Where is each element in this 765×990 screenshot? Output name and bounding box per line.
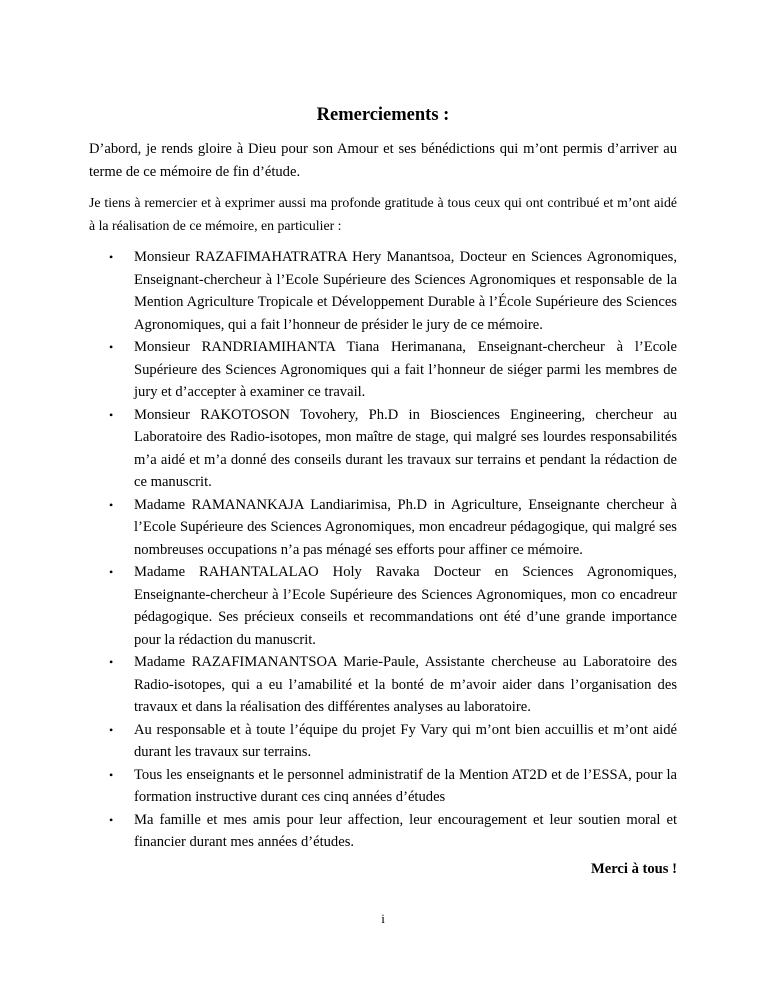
bullet-icon: • bbox=[109, 722, 114, 737]
bullet-icon: • bbox=[109, 340, 114, 354]
list-item bbox=[89, 336, 677, 404]
acknowledgement-list bbox=[89, 246, 677, 854]
list-item bbox=[89, 561, 677, 651]
bullet-icon: • bbox=[109, 767, 114, 782]
bullet-icon: • bbox=[109, 655, 114, 669]
list-item-text: Au responsable et à toute l’équipe du projet Fy Vary qui m’ont bien accuillis et m’ont aidé durant les travaux sur terrains. bbox=[134, 721, 677, 760]
closing-line: Merci à tous ! bbox=[590, 860, 677, 877]
list-item bbox=[89, 809, 677, 854]
list-item-text: Madame RAHANTALALAO Holy Ravaka Docteur en Sciences Agronomiques, Enseignante-chercheur à l’Ecole Supérieure des Sciences Agronomiques, mon co encadreur pédagogique. Ses précieux conseils et recommandations ont été d’une grande importance pour la rédaction du manuscrit. bbox=[134, 564, 677, 648]
list-item bbox=[89, 494, 677, 562]
page-number: i bbox=[381, 911, 385, 926]
list-item-text: Monsieur RAZAFIMAHATRATRA Hery Manantsoa, Docteur en Sciences Agronomiques, Enseignant-chercheur à l’Ecole Supérieure des Sciences Agronomiques et responsable de la Mention Agriculture Tropicale et Développement Durable à l’École Supérieure des Sciences Agronomiques, qui a fait l’honneur de présider le jury de ce mémoire. bbox=[134, 249, 677, 333]
page-title: Remerciements : bbox=[316, 105, 450, 125]
list-item bbox=[89, 651, 677, 719]
list-item bbox=[89, 404, 677, 494]
gratitude-paragraph: Je tiens à remercier et à exprimer aussi ma profonde gratitude à tous ceux qui ont contribué et m’ont aidé à la réalisation de ce mémoire, en particulier : bbox=[89, 195, 677, 233]
bullet-icon: • bbox=[109, 565, 114, 579]
list-item-text: Ma famille et mes amis pour leur affection, leur encouragement et leur soutien moral et financier durant mes années d’études. bbox=[134, 811, 677, 850]
bullet-icon: • bbox=[109, 497, 114, 512]
bullet-icon: • bbox=[109, 812, 114, 827]
intro-paragraph: D’abord, je rends gloire à Dieu pour son Amour et ses bénédictions qui m’ont permis d’arriver au terme de ce mémoire de fin d’étude. bbox=[89, 141, 677, 180]
list-item bbox=[89, 764, 677, 809]
list-item-text: Madame RAZAFIMANANTSOA Marie-Paule, Assistante chercheuse au Laboratoire des Radio-isotopes, qui a eu l’amabilité et la bonté de m’avoir aider dans l’organisation des travaux et dans la réalisation des différentes analyses au laboratoire. bbox=[134, 654, 677, 715]
bullet-icon: • bbox=[109, 250, 114, 264]
list-item-text: Monsieur RAKOTOSON Tovohery, Ph.D in Biosciences Engineering, chercheur au Laboratoire des Radio-isotopes, mon maître de stage, qui malgré ses lourdes responsabilités m’a aidé et m’a donné des conseils durant les travaux sur terrains et pendant la rédaction de ce manuscrit. bbox=[134, 406, 677, 490]
list-item-text: Madame RAMANANKAJA Landiarimisa, Ph.D in Agriculture, Enseignante chercheur à l’Ecole Supérieure des Sciences Agronomiques, mon encadreur pédagogique, qui malgré ses nombreuses occupations n’a pas ménagé ses efforts pour affiner ce mémoire. bbox=[134, 496, 677, 558]
list-item-text: Tous les enseignants et le personnel administratif de la Mention AT2D et de l’ESSA, pour la formation instructive durant ces cinq années d’études bbox=[134, 766, 677, 805]
list-item bbox=[89, 246, 677, 336]
bullet-icon: • bbox=[109, 407, 114, 422]
list-item-text: Monsieur RANDRIAMIHANTA Tiana Herimanana, Enseignant-chercheur à l’Ecole Supérieure des Sciences Agronomiques qui a fait l’honneur de siéger parmi les membres de jury et d’accepter à examiner ce travail. bbox=[134, 339, 677, 400]
document-body bbox=[89, 138, 677, 880]
list-item bbox=[89, 719, 677, 764]
